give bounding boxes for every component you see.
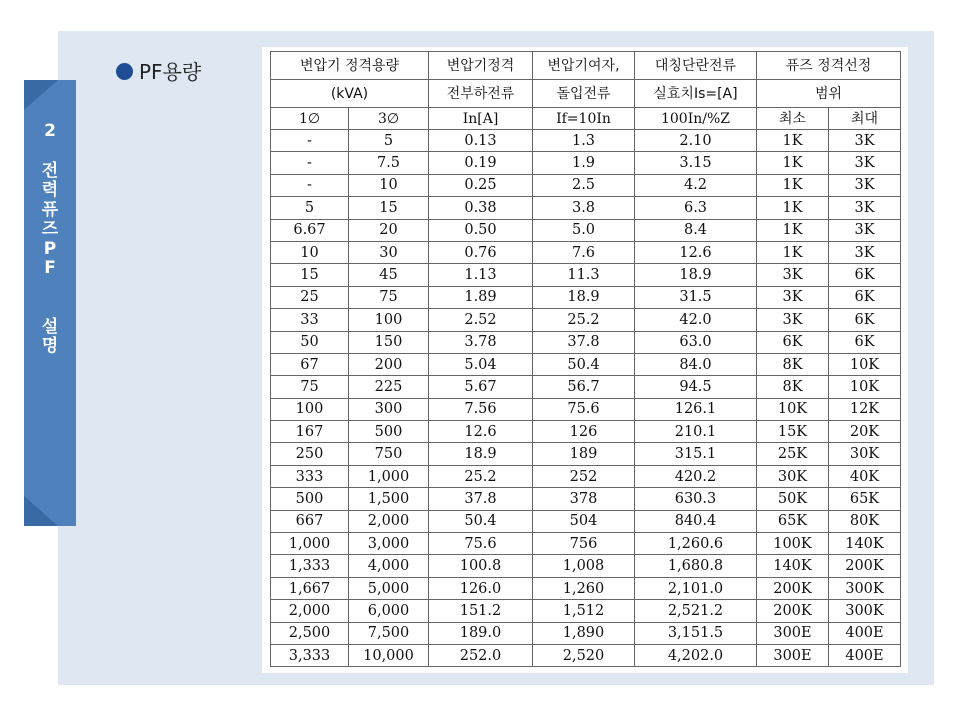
table-cell: 30K <box>829 443 901 465</box>
table-cell: 1.3 <box>533 130 635 152</box>
table-cell: 6,000 <box>349 600 429 622</box>
table-cell: 4,000 <box>349 555 429 577</box>
table-cell: 10,000 <box>349 644 429 666</box>
table-cell: 1,260 <box>533 577 635 599</box>
table-cell: 2.52 <box>429 309 533 331</box>
table-cell: 20K <box>829 421 901 443</box>
table-cell: 25K <box>757 443 829 465</box>
table-cell: 400E <box>829 644 901 666</box>
table-image <box>262 47 908 673</box>
table-cell: 3K <box>757 264 829 286</box>
table-cell: 65K <box>829 488 901 510</box>
table-row <box>271 309 901 331</box>
table-cell: 1.9 <box>533 152 635 174</box>
table-cell: 10 <box>349 174 429 196</box>
table-cell: 333 <box>271 465 349 487</box>
table-cell: 1K <box>757 152 829 174</box>
table-cell: - <box>271 174 349 196</box>
table-cell: 75.6 <box>429 533 533 555</box>
table-cell: 100K <box>757 533 829 555</box>
table-cell: 100 <box>271 398 349 420</box>
table-row <box>271 510 901 532</box>
table-cell: 315.1 <box>635 443 757 465</box>
table-cell: 12K <box>829 398 901 420</box>
pf-capacity-table <box>270 51 901 667</box>
table-cell: 1K <box>757 197 829 219</box>
table-cell: 6K <box>829 286 901 308</box>
header-is-unit: 100In/%Z <box>635 108 757 130</box>
table-cell: 100.8 <box>429 555 533 577</box>
table-cell: 250 <box>271 443 349 465</box>
table-cell: 1.89 <box>429 286 533 308</box>
table-cell: 42.0 <box>635 309 757 331</box>
table-row <box>271 219 901 241</box>
table-cell: 50K <box>757 488 829 510</box>
table-cell: 1K <box>757 130 829 152</box>
table-cell: 1,000 <box>349 465 429 487</box>
table-cell: 3.8 <box>533 197 635 219</box>
header-three-phase: 3∅ <box>349 108 429 130</box>
table-cell: 94.5 <box>635 376 757 398</box>
table-cell: 0.13 <box>429 130 533 152</box>
table-cell: 10 <box>271 241 349 263</box>
table-cell: 2.10 <box>635 130 757 152</box>
table-cell: 37.8 <box>533 331 635 353</box>
section-title-char: 명 <box>41 336 59 356</box>
table-cell: 300K <box>829 577 901 599</box>
table-cell: 2,521.2 <box>635 600 757 622</box>
table-cell: 5.04 <box>429 353 533 375</box>
table-cell: 126.0 <box>429 577 533 599</box>
table-cell: 8K <box>757 353 829 375</box>
header-inrush-1: 변압기여자, <box>533 52 635 80</box>
table-row <box>271 577 901 599</box>
table-cell: 3.15 <box>635 152 757 174</box>
table-cell: 500 <box>271 488 349 510</box>
table-cell: 80K <box>829 510 901 532</box>
table-cell: 5 <box>271 197 349 219</box>
table-cell: 15K <box>757 421 829 443</box>
table-cell: 100 <box>349 309 429 331</box>
table-cell: 50.4 <box>533 353 635 375</box>
table-cell: 6K <box>829 309 901 331</box>
table-cell: 140K <box>757 555 829 577</box>
table-cell: 18.9 <box>533 286 635 308</box>
table-cell: 150 <box>349 331 429 353</box>
table-cell: 2.5 <box>533 174 635 196</box>
table-row <box>271 644 901 666</box>
table-cell: 5 <box>349 130 429 152</box>
table-cell: 200K <box>829 555 901 577</box>
table-cell: 300E <box>757 644 829 666</box>
table-cell: - <box>271 152 349 174</box>
table-row <box>271 152 901 174</box>
table-cell: 11.3 <box>533 264 635 286</box>
slide-heading <box>116 56 201 85</box>
header-transformer-capacity: 변압기 정격용량 <box>271 52 429 80</box>
table-cell: 3,333 <box>271 644 349 666</box>
table-cell: 1,260.6 <box>635 533 757 555</box>
table-cell: 40K <box>829 465 901 487</box>
table-cell: 3.78 <box>429 331 533 353</box>
table-row <box>271 130 901 152</box>
header-short-circuit-2: 실효치Is=[A] <box>635 80 757 108</box>
table-cell: 1,333 <box>271 555 349 577</box>
table-cell: 3K <box>757 286 829 308</box>
table-cell: 1,890 <box>533 622 635 644</box>
table-cell: 8.4 <box>635 219 757 241</box>
table-cell: 126.1 <box>635 398 757 420</box>
table-cell: 750 <box>349 443 429 465</box>
table-cell: 3K <box>829 152 901 174</box>
table-cell: 18.9 <box>635 264 757 286</box>
table-cell: 2,101.0 <box>635 577 757 599</box>
table-cell: 6K <box>757 331 829 353</box>
table-cell: 75 <box>271 376 349 398</box>
table-cell: 210.1 <box>635 421 757 443</box>
table-cell: 2,000 <box>349 510 429 532</box>
table-row <box>271 555 901 577</box>
sidebar-top-fold <box>24 80 58 110</box>
section-label <box>24 122 76 357</box>
table-cell: 140K <box>829 533 901 555</box>
table-cell: 400E <box>829 622 901 644</box>
table-cell: 0.38 <box>429 197 533 219</box>
table-cell: 300E <box>757 622 829 644</box>
header-min: 최소 <box>757 108 829 130</box>
table-row <box>271 353 901 375</box>
table-row <box>271 488 901 510</box>
table-cell: 1,667 <box>271 577 349 599</box>
table-row <box>271 398 901 420</box>
table-cell: 12.6 <box>429 421 533 443</box>
table-cell: 30 <box>349 241 429 263</box>
table-cell: 25 <box>271 286 349 308</box>
table-cell: 378 <box>533 488 635 510</box>
table-cell: 7.56 <box>429 398 533 420</box>
table-cell: 10K <box>829 353 901 375</box>
table-cell: 84.0 <box>635 353 757 375</box>
table-cell: 3K <box>757 309 829 331</box>
table-cell: 15 <box>271 264 349 286</box>
table-cell: 25.2 <box>429 465 533 487</box>
table-cell: 300K <box>829 600 901 622</box>
table-cell: 75 <box>349 286 429 308</box>
table-row <box>271 600 901 622</box>
table-cell: 0.50 <box>429 219 533 241</box>
table-cell: 7,500 <box>349 622 429 644</box>
section-title-char: 설 <box>41 316 59 337</box>
table-cell: 1,512 <box>533 600 635 622</box>
table-cell: 1K <box>757 174 829 196</box>
table-row <box>271 286 901 308</box>
table-cell: 30K <box>757 465 829 487</box>
table-cell: 25.2 <box>533 309 635 331</box>
table-cell: 56.7 <box>533 376 635 398</box>
table-cell: 6K <box>829 264 901 286</box>
table-cell: 3K <box>829 241 901 263</box>
table-cell: 1,000 <box>271 533 349 555</box>
table-cell: 33 <box>271 309 349 331</box>
table-row <box>271 622 901 644</box>
header-in-unit: In[A] <box>429 108 533 130</box>
header-inrush-2: 돌입전류 <box>533 80 635 108</box>
table-cell: 67 <box>271 353 349 375</box>
section-number: 2 <box>44 121 56 141</box>
section-title-char: 력 <box>41 180 59 200</box>
table-cell: 420.2 <box>635 465 757 487</box>
header-fuse-1: 퓨즈 정격선정 <box>757 52 901 80</box>
table-cell: 7.5 <box>349 152 429 174</box>
table-cell: 20 <box>349 219 429 241</box>
table-cell: 3K <box>829 130 901 152</box>
table-cell: 5.67 <box>429 376 533 398</box>
table-cell: 0.19 <box>429 152 533 174</box>
table-row <box>271 421 901 443</box>
table-cell: 2,520 <box>533 644 635 666</box>
table-cell: 6.67 <box>271 219 349 241</box>
table-cell: 1K <box>757 219 829 241</box>
table-row <box>271 443 901 465</box>
table-cell: 252.0 <box>429 644 533 666</box>
table-cell: 1,500 <box>349 488 429 510</box>
table-cell: 45 <box>349 264 429 286</box>
table-cell: 6.3 <box>635 197 757 219</box>
table-row <box>271 376 901 398</box>
header-single-phase: 1∅ <box>271 108 349 130</box>
table-cell: 200K <box>757 577 829 599</box>
table-cell: 1,680.8 <box>635 555 757 577</box>
table-cell: 667 <box>271 510 349 532</box>
section-title-char <box>24 279 76 318</box>
table-cell: 1.13 <box>429 264 533 286</box>
table-cell: 225 <box>349 376 429 398</box>
table-cell: 3K <box>829 219 901 241</box>
table-cell: 12.6 <box>635 241 757 263</box>
table-row <box>271 264 901 286</box>
table-cell: 7.6 <box>533 241 635 263</box>
table-cell: 18.9 <box>429 443 533 465</box>
table-cell: 50 <box>271 331 349 353</box>
table-cell: 3K <box>829 174 901 196</box>
table-cell: 189.0 <box>429 622 533 644</box>
bullet-icon <box>116 63 133 80</box>
section-title-char: P <box>43 238 57 259</box>
sidebar-bottom-fold <box>24 496 58 526</box>
table-row <box>271 533 901 555</box>
table-row <box>271 174 901 196</box>
table-cell: 189 <box>533 443 635 465</box>
table-body <box>271 130 901 667</box>
table-cell: 0.25 <box>429 174 533 196</box>
table-cell: 504 <box>533 510 635 532</box>
table-cell: - <box>271 130 349 152</box>
section-title <box>24 162 76 357</box>
table-cell: 2,000 <box>271 600 349 622</box>
section-title-char: 즈 <box>41 219 59 239</box>
header-rated-current-1: 변압기정격 <box>429 52 533 80</box>
table-cell: 75.6 <box>533 398 635 420</box>
table-cell: 500 <box>349 421 429 443</box>
table-cell: 1K <box>757 241 829 263</box>
header-kva: (kVA) <box>271 80 429 108</box>
table-row <box>271 465 901 487</box>
table-cell: 840.4 <box>635 510 757 532</box>
header-short-circuit-1: 대칭단란전류 <box>635 52 757 80</box>
header-if-unit: If=10In <box>533 108 635 130</box>
section-title-char: 퓨 <box>41 199 59 220</box>
heading-text: PF용량 <box>139 60 202 84</box>
table-cell: 4,202.0 <box>635 644 757 666</box>
table-cell: 300 <box>349 398 429 420</box>
table-cell: 0.76 <box>429 241 533 263</box>
table-row <box>271 197 901 219</box>
table-cell: 37.8 <box>429 488 533 510</box>
table-row <box>271 331 901 353</box>
header-rated-current-2: 전부하전류 <box>429 80 533 108</box>
table-cell: 3,151.5 <box>635 622 757 644</box>
header-fuse-2: 범위 <box>757 80 901 108</box>
table-cell: 151.2 <box>429 600 533 622</box>
table-cell: 756 <box>533 533 635 555</box>
section-title-char: F <box>44 258 56 278</box>
table-cell: 50.4 <box>429 510 533 532</box>
table-cell: 31.5 <box>635 286 757 308</box>
table-cell: 200 <box>349 353 429 375</box>
table-cell: 6K <box>829 331 901 353</box>
section-title-char: 전 <box>41 160 59 181</box>
table-cell: 630.3 <box>635 488 757 510</box>
table-cell: 8K <box>757 376 829 398</box>
table-row <box>271 241 901 263</box>
table-cell: 167 <box>271 421 349 443</box>
table-cell: 63.0 <box>635 331 757 353</box>
table-cell: 5,000 <box>349 577 429 599</box>
table-cell: 10K <box>757 398 829 420</box>
table-cell: 252 <box>533 465 635 487</box>
table-cell: 10K <box>829 376 901 398</box>
table-cell: 3,000 <box>349 533 429 555</box>
table-cell: 4.2 <box>635 174 757 196</box>
table-cell: 200K <box>757 600 829 622</box>
table-cell: 5.0 <box>533 219 635 241</box>
table-cell: 126 <box>533 421 635 443</box>
table-cell: 2,500 <box>271 622 349 644</box>
table-cell: 3K <box>829 197 901 219</box>
table-cell: 65K <box>757 510 829 532</box>
table-cell: 15 <box>349 197 429 219</box>
header-max: 최대 <box>829 108 901 130</box>
table-cell: 1,008 <box>533 555 635 577</box>
